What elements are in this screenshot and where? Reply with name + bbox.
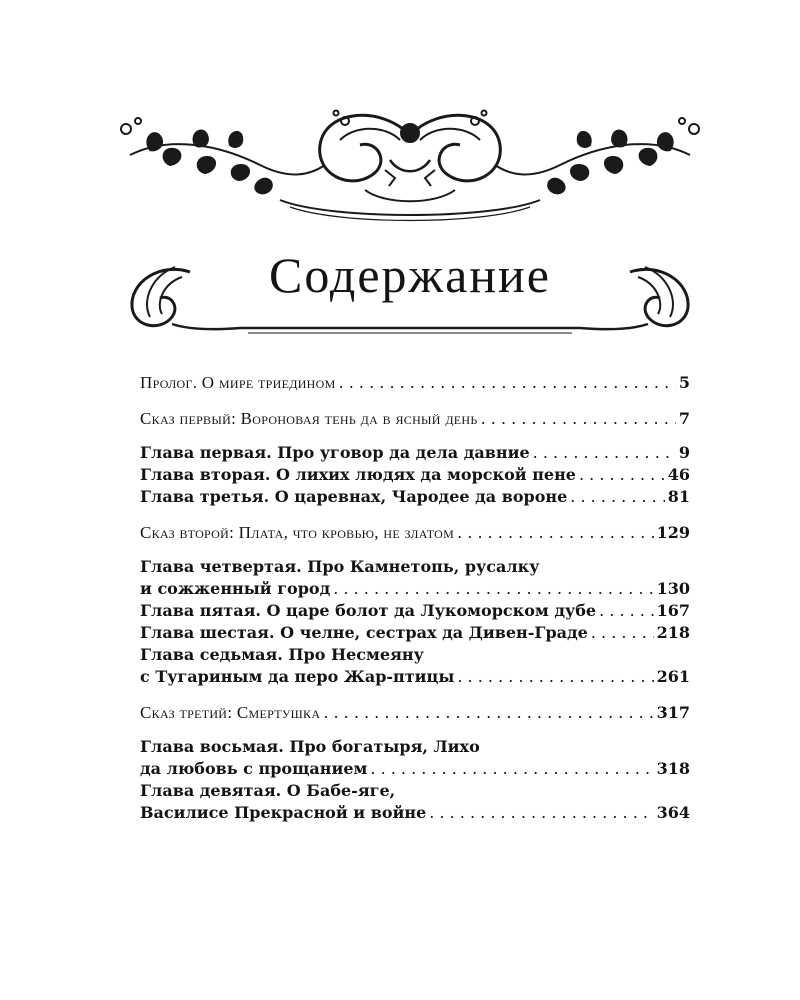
toc-label: Глава третья. О царевнах, Чародее да вороне <box>140 487 568 506</box>
toc-label: с Тугариным да перо Жар-птицы <box>140 667 455 686</box>
toc-page: 81 <box>667 487 690 506</box>
toc-chapter-8[interactable] <box>140 758 690 780</box>
toc-chapter-9-line1[interactable]: Глава девятая. О Бабе-яге, <box>140 781 396 800</box>
dot-leader <box>599 600 653 622</box>
toc-label: Глава шестая. О челне, сестрах да Дивен-Граде <box>140 623 588 642</box>
table-of-contents <box>140 372 690 824</box>
toc-page: 317 <box>656 703 690 722</box>
toc-chapter-2[interactable] <box>140 464 690 486</box>
toc-page: 7 <box>678 409 690 428</box>
dot-leader <box>429 802 653 824</box>
toc-label: Сказ второй: Плата, что кровью, не златом <box>140 523 455 542</box>
toc-part2[interactable] <box>140 522 690 544</box>
dot-leader <box>570 486 664 508</box>
toc-part1[interactable] <box>140 408 690 430</box>
toc-label: Сказ первый: Вороновая тень да в ясный день <box>140 409 478 428</box>
toc-page: 261 <box>656 667 690 686</box>
top-ornament <box>110 95 710 225</box>
dot-leader <box>579 464 665 486</box>
dot-leader <box>323 702 653 724</box>
toc-part3[interactable] <box>140 702 690 724</box>
toc-chapter-4[interactable] <box>140 578 690 600</box>
toc-page: 318 <box>656 759 690 778</box>
toc-page: 364 <box>656 803 690 822</box>
dot-leader <box>533 442 676 464</box>
toc-chapter-9[interactable] <box>140 802 690 824</box>
toc-chapter-3[interactable] <box>140 486 690 508</box>
title-block <box>120 232 700 352</box>
toc-chapter-4-line1[interactable]: Глава четвертая. Про Камнетопь, русалку <box>140 557 540 576</box>
page-title: Содержание <box>269 247 551 303</box>
toc-page: 46 <box>667 465 690 484</box>
dot-leader <box>457 522 653 544</box>
toc-label: Василисе Прекрасной и войне <box>140 803 427 822</box>
toc-label: да любовь с прощанием <box>140 759 368 778</box>
toc-page: 9 <box>678 443 690 462</box>
dot-leader <box>370 758 653 780</box>
toc-chapter-5[interactable] <box>140 600 690 622</box>
toc-chapter-6[interactable] <box>140 622 690 644</box>
dot-leader <box>481 408 676 430</box>
toc-label: Глава первая. Про уговор да дела давние <box>140 443 530 462</box>
toc-chapter-7[interactable] <box>140 666 690 688</box>
toc-page: 130 <box>656 579 690 598</box>
toc-label: и сожженный город <box>140 579 331 598</box>
dot-leader <box>457 666 653 688</box>
toc-chapter-8-line1[interactable]: Глава восьмая. Про богатыря, Лихо <box>140 737 480 756</box>
toc-page: 5 <box>678 373 690 392</box>
toc-label: Глава вторая. О лихих людях да морской пене <box>140 465 576 484</box>
toc-chapter-1[interactable] <box>140 442 690 464</box>
toc-label: Пролог. О мире триедином <box>140 373 336 392</box>
dot-leader <box>333 578 653 600</box>
toc-page: 218 <box>656 623 690 642</box>
dot-leader <box>591 622 654 644</box>
toc-prologue[interactable] <box>140 372 690 394</box>
dot-leader <box>339 372 676 394</box>
toc-chapter-7-line1[interactable]: Глава седьмая. Про Несмеяну <box>140 645 424 664</box>
toc-page: 129 <box>656 523 690 542</box>
toc-page: 167 <box>656 601 690 620</box>
toc-label: Сказ третий: Смертушка <box>140 703 321 722</box>
toc-label: Глава пятая. О царе болот да Лукоморском дубе <box>140 601 597 620</box>
